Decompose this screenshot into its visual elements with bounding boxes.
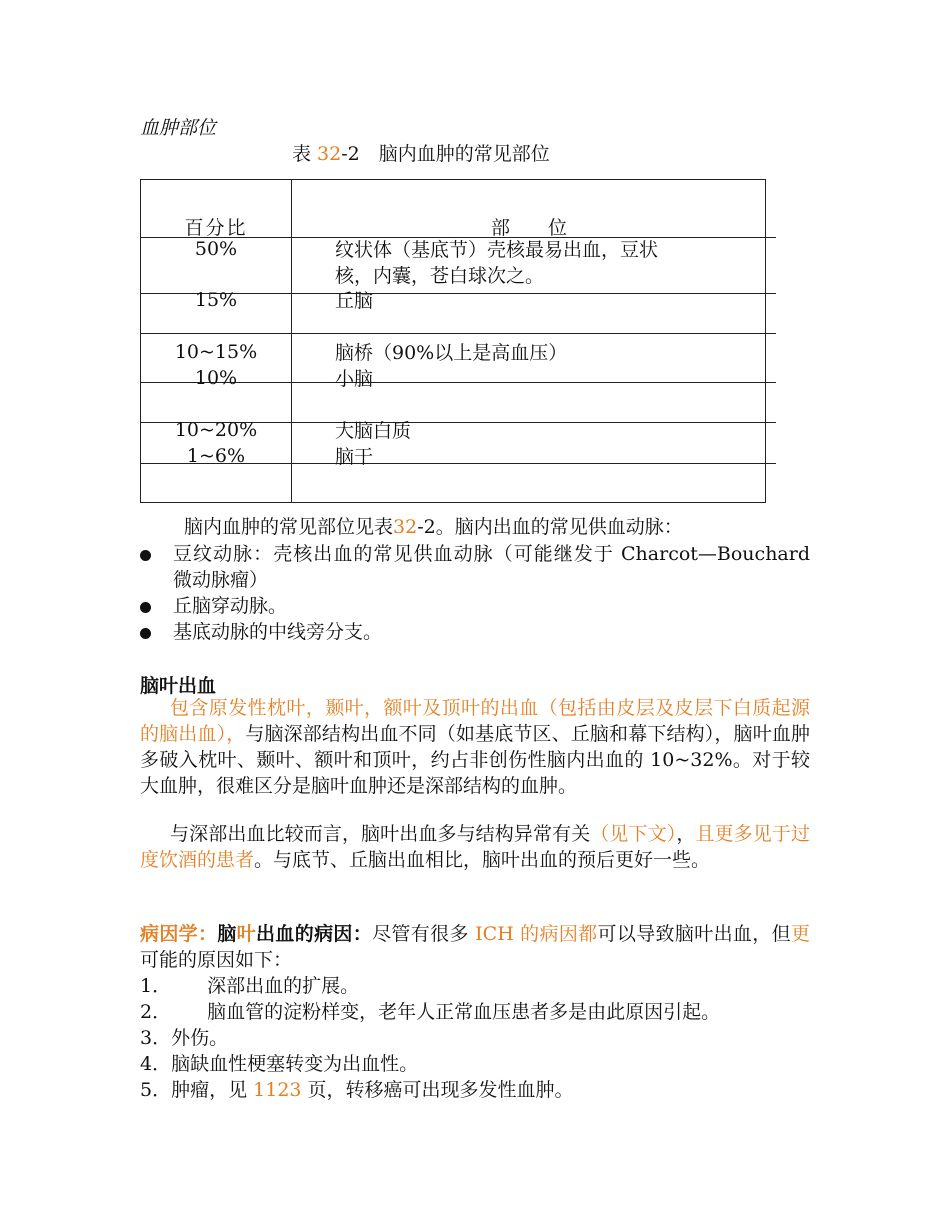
etiology-label-4: 出血的病因： — [256, 923, 373, 945]
etiology-ich: ICH 的病因都 — [475, 923, 598, 945]
row-pct: 15% — [194, 289, 238, 311]
caption-ref: 32 — [317, 143, 342, 165]
intro-text-2: -2。脑内出血的常见供血动脉： — [417, 516, 683, 538]
intro-ref: 32 — [393, 516, 418, 538]
etiology-text: 尽管有很多 — [372, 923, 476, 945]
lobar-p1-highlight: 包含原发性枕叶，颞叶，额叶及顶叶的出血（包括由皮层及皮层下白质起源的脑出血）， — [140, 697, 810, 745]
list-item — [140, 541, 810, 593]
section-title: 血肿部位 — [140, 117, 217, 139]
cause-number: 4． — [140, 1053, 172, 1075]
bullet-text: 丘脑穿动脉。 — [173, 595, 288, 617]
cause-text: 脑缺血性梗塞转变为出血性。 — [171, 1053, 419, 1075]
row-loc: 脑干 — [335, 446, 374, 468]
cause-text: 脑血管的淀粉样变，老年人正常血压患者多是由此原因引起。 — [207, 1001, 721, 1023]
row-pct: 10% — [194, 367, 238, 389]
etiology-paragraph — [140, 921, 810, 973]
bullet-icon — [140, 602, 151, 613]
lobar-heading: 脑叶出血 — [140, 675, 217, 697]
row-pct: 1~6% — [186, 445, 246, 467]
etiology-text-2: 可以导致脑叶出血，但 — [597, 923, 791, 945]
cause-item — [140, 973, 359, 999]
lobar-p2-text-2: 。与底节、丘脑出血相比，脑叶出血的预后更好一些。 — [254, 849, 711, 871]
lobar-p2-highlight: 且更多见于过度饮酒的患者 — [140, 823, 810, 871]
row-loc: 大脑白质 — [335, 420, 412, 442]
header-percentage: 百分比 — [184, 217, 248, 239]
lobar-p1-text: 与脑深部结构出血不同（如基底节区、丘脑和幕下结构），脑叶血肿多破入枕叶、颞叶、额叶和顶叶，约占非创伤性脑内出血的 10~32%。对于较大血肿，很难区分是脑叶血肿还是深部结构的血肿。 — [140, 723, 810, 797]
lobar-p2-see-below: （见下文） — [590, 823, 677, 845]
table-rule — [141, 333, 776, 334]
cause-text: 肿瘤，见 — [171, 1079, 254, 1101]
cause-number: 3． — [140, 1027, 172, 1049]
cause-text: 外伤。 — [171, 1027, 229, 1049]
row-loc: 丘脑 — [335, 290, 374, 312]
row-loc: 核，内囊，苍白球次之。 — [335, 265, 545, 287]
intro-text: 脑内血肿的常见部位见表 — [184, 516, 394, 538]
page-ref: 1123 — [253, 1079, 302, 1101]
row-loc: 脑桥（90%以上是高血压） — [335, 342, 568, 364]
row-pct: 10~15% — [174, 341, 258, 363]
location-table — [140, 179, 766, 503]
lobar-paragraph-1 — [140, 695, 810, 799]
bullet-icon — [140, 628, 151, 639]
etiology-more: 更 — [790, 923, 810, 945]
cause-item — [140, 1051, 418, 1077]
intro-paragraph — [140, 514, 810, 540]
cause-number: 2． — [140, 1001, 172, 1023]
list-item — [140, 619, 810, 645]
cause-item — [140, 1025, 228, 1051]
etiology-text-3: 可能的原因如下： — [140, 949, 293, 971]
cause-item — [140, 999, 720, 1025]
caption-prefix: 表 — [292, 143, 318, 165]
list-item — [140, 593, 810, 619]
etiology-label-3: 叶 — [236, 923, 257, 945]
row-pct: 50% — [194, 238, 238, 260]
etiology-label: 病因学： — [140, 923, 218, 945]
table-caption — [292, 139, 550, 166]
row-pct: 10~20% — [174, 419, 258, 441]
lobar-paragraph-2 — [140, 821, 810, 873]
etiology-label-2: 脑 — [217, 923, 237, 945]
cause-text: 深部出血的扩展。 — [207, 975, 360, 997]
cause-number: 1． — [140, 975, 172, 997]
bullet-text: 豆纹动脉：壳核出血的常见供血动脉（可能继发于 Charcot—Bouchard 微动脉瘤） — [173, 543, 810, 591]
lobar-p2-comma: ， — [676, 823, 696, 845]
bullet-icon — [140, 550, 151, 561]
row-loc: 纹状体（基底节）壳核最易出血，豆状 — [335, 239, 659, 261]
row-loc: 小脑 — [335, 368, 374, 390]
cause-item — [140, 1077, 574, 1103]
lobar-p2-text: 与深部出血比较而言，脑叶出血多与结构异常有关 — [170, 823, 591, 845]
cause-text-2: 页，转移癌可出现多发性血肿。 — [301, 1079, 574, 1101]
header-location: 部 位 — [490, 217, 567, 239]
caption-suffix: -2 脑内血肿的常见部位 — [341, 143, 550, 165]
bullet-text: 基底动脉的中线旁分支。 — [173, 621, 383, 643]
cause-number: 5． — [140, 1079, 172, 1101]
